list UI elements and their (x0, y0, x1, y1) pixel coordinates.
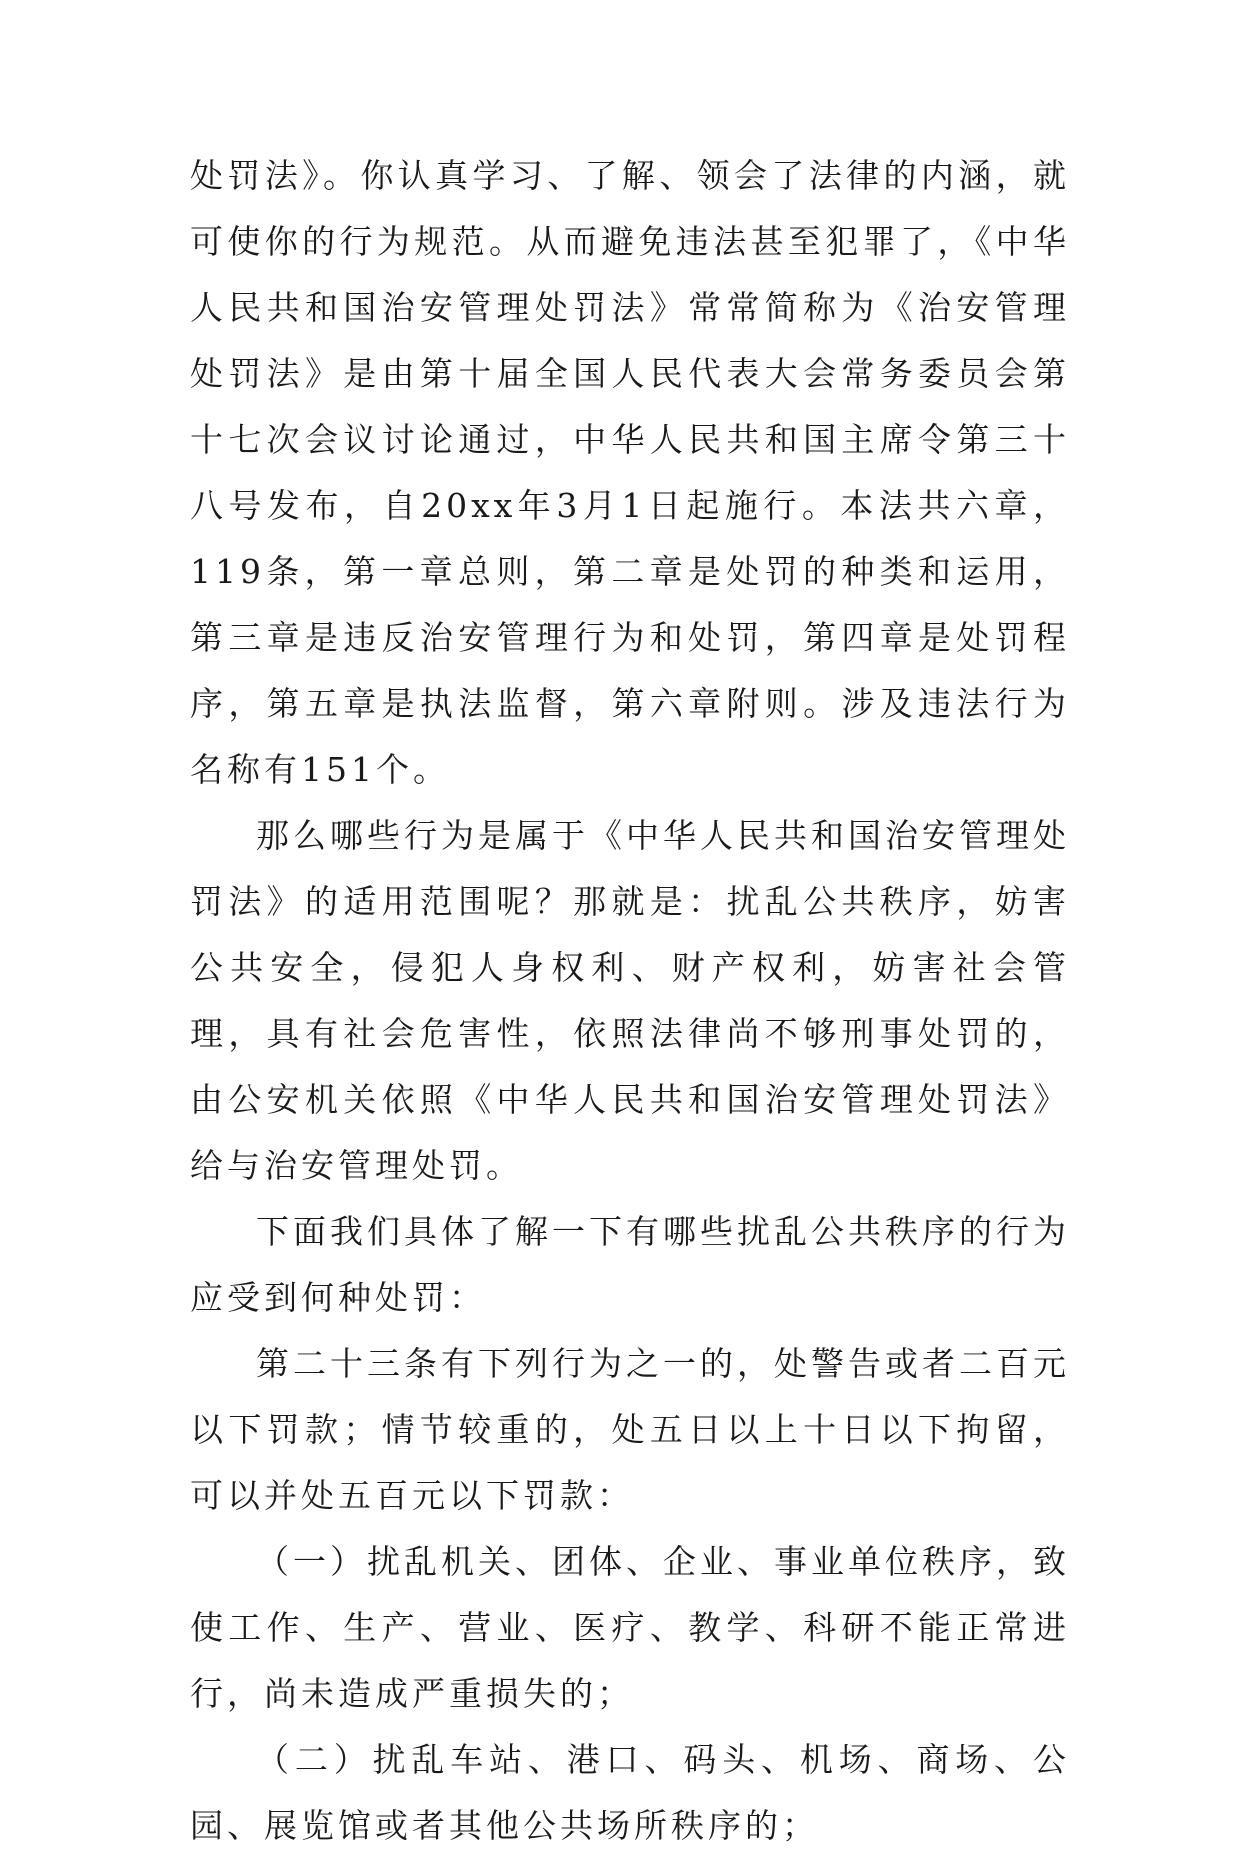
list-item-1: （一）扰乱机关、团体、企业、事业单位秩序，致使工作、生产、营业、医疗、教学、科研不能正常进行，尚未造成严重损失的； (190, 1542, 1070, 1713)
paragraph-intro: 处罚法》。你认真学习、了解、领会了法律的内涵，就可使你的行为规范。从而避免违法甚至犯罪了，《中华人民共和国治安管理处罚法》常常简称为《治安管理处罚法》是由第十届全国人民代表大会常务委员会第十七次会议讨论通过，中华人民共和国主席令第三十八号发布，自20xx年3月1日起施行。本法共六章，119条，第一章总则，第二章是处罚的种类和运用，第三章是违反治安管理行为和处罚，第四章是处罚程序，第五章是执法监督，第六章附则。涉及违法行为名称有151个。 (190, 156, 1070, 789)
document-page (190, 143, 1070, 1859)
paragraph-lead-in: 下面我们具体了解一下有哪些扰乱公共秩序的行为应受到何种处罚： (190, 1212, 1070, 1317)
paragraph-article-23: 第二十三条有下列行为之一的，处警告或者二百元以下罚款；情节较重的，处五日以上十日以下拘留，可以并处五百元以下罚款： (190, 1344, 1070, 1515)
paragraph-scope: 那么哪些行为是属于《中华人民共和国治安管理处罚法》的适用范围呢？那就是：扰乱公共秩序，妨害公共安全，侵犯人身权利、财产权利，妨害社会管理，具有社会危害性，依照法律尚不够刑事处罚的，由公安机关依照《中华人民共和国治安管理处罚法》给与治安管理处罚。 (190, 816, 1070, 1185)
list-item-2: （二）扰乱车站、港口、码头、机场、商场、公园、展览馆或者其他公共场所秩序的； (190, 1740, 1070, 1845)
